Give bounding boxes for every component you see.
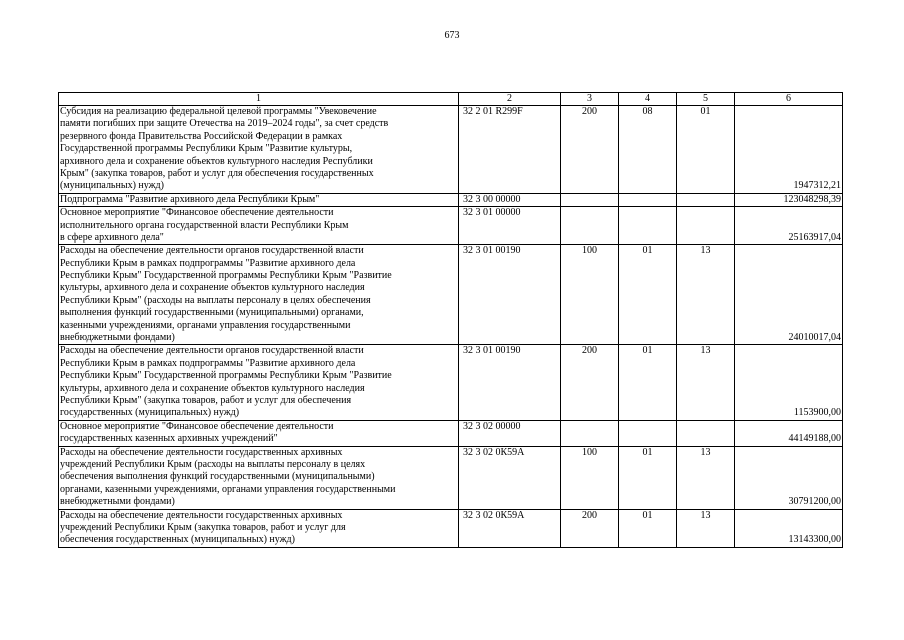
table-row: [59, 509, 843, 547]
expense-name-line: Расходы на обеспечение деятельности органов государственной власти: [60, 245, 364, 257]
expense-name-line: памяти погибших при защите Отечества на 2019–2024 годы", за счет средств: [60, 118, 389, 130]
expense-name-line: архивного дела и сохранение объектов культурного наследия Республики: [60, 155, 373, 167]
expense-name-cell: [59, 245, 459, 345]
expense-name-cell: [59, 106, 459, 194]
expense-type-cell: 100: [561, 446, 619, 509]
expense-name-line: обеспечения государственных (муниципальных) нужд): [60, 534, 295, 546]
expense-name-line: культуры, архивного дела и сохранение объектов культурного наследия: [60, 382, 365, 394]
expense-type-cell: [561, 420, 619, 446]
target-code-cell: 32 3 01 00190: [459, 345, 561, 420]
expense-name-line: Республики Крым в рамках подпрограммы "Развитие архивного дела: [60, 257, 356, 269]
section-cell: 01: [619, 446, 677, 509]
amount-cell: 24010017,04: [735, 245, 843, 345]
expense-name-line: выполнения функций государственными (муниципальными) органами,: [60, 307, 364, 319]
table-row: [59, 193, 843, 206]
subsection-cell: [677, 193, 735, 206]
budget-table-body: [59, 93, 843, 548]
expense-name-line: Республики Крым" (закупка товаров, работ и услуг для обеспечения: [60, 395, 352, 406]
expense-name-cell: [59, 345, 459, 420]
expense-name-line: Республики Крым" Государственной программы Республики Крым "Развитие: [60, 270, 392, 282]
expense-name-line: Основное мероприятие "Финансовое обеспечение деятельности: [60, 207, 334, 219]
subsection-cell: [677, 207, 735, 245]
expense-name-line: государственных казенных архивных учреждений": [60, 433, 278, 445]
table-row: [59, 207, 843, 245]
expense-name-line: Расходы на обеспечение деятельности государственных архивных: [60, 509, 343, 521]
expense-name-line: учреждений Республики Крым (расходы на выплаты персоналу в целях: [60, 458, 366, 470]
subsection-cell: 13: [677, 345, 735, 420]
expense-name-line: Республики Крым" Государственной программы Республики Крым "Развитие: [60, 370, 392, 382]
column-number: 1: [59, 93, 459, 106]
expense-type-cell: 200: [561, 106, 619, 194]
expense-type-cell: 200: [561, 509, 619, 547]
section-cell: [619, 207, 677, 245]
expense-name-line: Республики Крым" (расходы на выплаты персоналу в целях обеспечения: [60, 294, 371, 306]
subsection-cell: 13: [677, 509, 735, 547]
expense-name-line: культуры, архивного дела и сохранение объектов культурного наследия: [60, 282, 365, 294]
expense-name-line: (муниципальных) нужд): [60, 180, 164, 192]
table-row: [59, 446, 843, 509]
subsection-cell: [677, 420, 735, 446]
expense-name-line: исполнительного органа государственной власти Республики Крым: [60, 219, 349, 231]
expense-name-line: Государственной программы Республики Крым "Развитие культуры,: [60, 143, 353, 155]
expense-name-cell: [59, 446, 459, 509]
amount-cell: 30791200,00: [735, 446, 843, 509]
amount-cell: 13143300,00: [735, 509, 843, 547]
expense-type-cell: [561, 207, 619, 245]
target-code-cell: 32 3 01 00190: [459, 245, 561, 345]
expense-name-line: Подпрограмма "Развитие архивного дела Республики Крым": [60, 193, 320, 205]
expense-name-cell: [59, 207, 459, 245]
subsection-cell: 13: [677, 245, 735, 345]
column-number-row: [59, 93, 843, 106]
expense-name-line: Расходы на обеспечение деятельности органов государственной власти: [60, 345, 364, 357]
expense-name-line: учреждений Республики Крым (закупка товаров, работ и услуг для: [60, 521, 346, 533]
expense-name-line: государственных (муниципальных) нужд): [60, 407, 240, 419]
table-row: [59, 345, 843, 420]
expense-name-line: резервного фонда Правительства Российской Федерации в рамках: [60, 130, 343, 142]
amount-cell: 44149188,00: [735, 420, 843, 446]
expense-name-cell: [59, 420, 459, 446]
expense-name-line: Крым" (закупка товаров, работ и услуг для обеспечения государственных: [60, 167, 374, 179]
expense-name-line: органами, казенными учреждениями, органами управления государственными: [60, 483, 396, 495]
expense-name-line: внебюджетными фондами): [60, 496, 175, 508]
expense-type-cell: 100: [561, 245, 619, 345]
section-cell: 01: [619, 245, 677, 345]
section-cell: 08: [619, 106, 677, 194]
expense-name-line: обеспечения выполнения функций государственными (муниципальными): [60, 471, 375, 483]
column-number: 5: [677, 93, 735, 106]
section-cell: [619, 193, 677, 206]
expense-name-line: Субсидия на реализацию федеральной целевой программы "Увековечение: [60, 106, 377, 117]
expense-name-cell: [59, 509, 459, 547]
table-row: [59, 245, 843, 345]
column-number: 4: [619, 93, 677, 106]
expense-name-line: Республики Крым в рамках подпрограммы "Развитие архивного дела: [60, 357, 356, 369]
section-cell: 01: [619, 509, 677, 547]
target-code-cell: 32 3 02 0К59А: [459, 446, 561, 509]
expense-name-line: Основное мероприятие "Финансовое обеспечение деятельности: [60, 420, 334, 432]
table-row: [59, 106, 843, 194]
amount-cell: 1947312,21: [735, 106, 843, 194]
expense-type-cell: [561, 193, 619, 206]
column-number: 3: [561, 93, 619, 106]
column-number: 6: [735, 93, 843, 106]
section-cell: 01: [619, 345, 677, 420]
amount-cell: 25163917,04: [735, 207, 843, 245]
target-code-cell: 32 3 01 00000: [459, 207, 561, 245]
expense-type-cell: 200: [561, 345, 619, 420]
expense-name-line: в сфере архивного дела": [60, 231, 164, 243]
expense-name-line: внебюджетными фондами): [60, 332, 175, 344]
column-number: 2: [459, 93, 561, 106]
target-code-cell: 32 2 01 R299F: [459, 106, 561, 194]
subsection-cell: 13: [677, 446, 735, 509]
amount-cell: 1153900,00: [735, 345, 843, 420]
expense-name-line: казенными учреждениями, органами управления государственными: [60, 319, 351, 331]
expense-name-cell: [59, 193, 459, 206]
table-row: [59, 420, 843, 446]
section-cell: [619, 420, 677, 446]
subsection-cell: 01: [677, 106, 735, 194]
expense-name-line: Расходы на обеспечение деятельности государственных архивных: [60, 446, 343, 458]
target-code-cell: 32 3 02 00000: [459, 420, 561, 446]
target-code-cell: 32 3 02 0К59А: [459, 509, 561, 547]
page-number: 673: [444, 30, 460, 41]
budget-table: [58, 92, 843, 548]
target-code-cell: 32 3 00 00000: [459, 193, 561, 206]
amount-cell: 123048298,39: [735, 193, 843, 206]
